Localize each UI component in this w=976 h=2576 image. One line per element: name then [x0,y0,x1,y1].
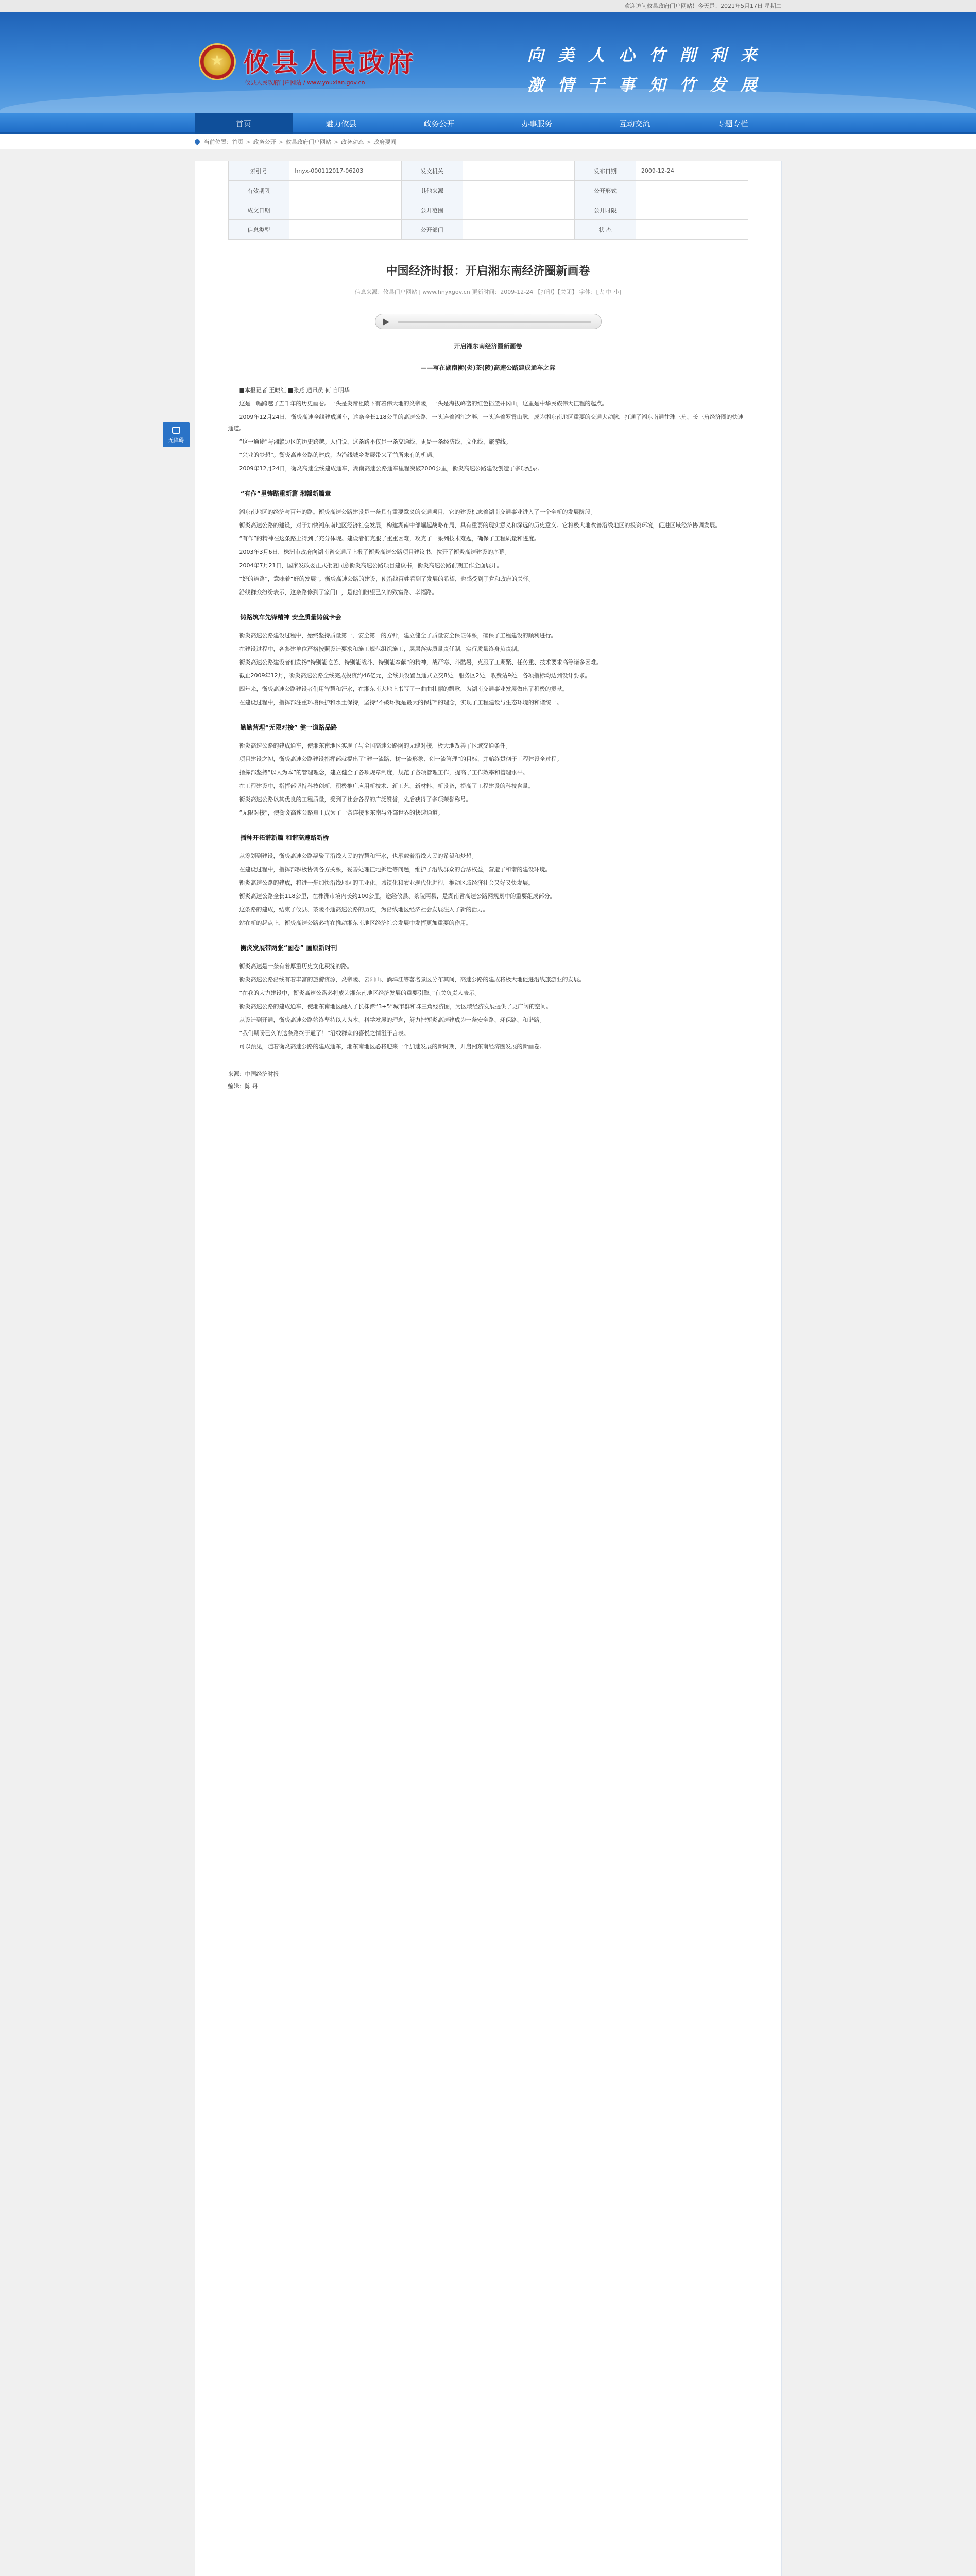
accessibility-label: 无障碍 [168,438,184,444]
meta-row [228,161,748,181]
article-paragraph: 衡炎高速公路的建成，将进一步加快沿线地区的工业化、城镇化和农业现代化进程，推动区域经济社会又好又快发展。 [239,879,534,886]
meta-key: 状 态 [575,220,636,240]
section-heading: 播种开拓谱新篇 和谐高速路新桥 [240,834,329,841]
site-name[interactable]: 攸县人民政府 [243,47,417,78]
meta-value [289,220,402,240]
site-subtitle: 攸县人民政府门户网站 / www.youxian.gov.cn [245,79,365,86]
meta-value [636,200,748,220]
article-paragraph: “这一通途”与湘赣边区的历史跨越。人们说，这条路不仅是一条交通线，更是一条经济线、文化线、旅游线。 [239,438,511,445]
article-paragraph: “在我的大力建设中，衡炎高速公路必将成为湘东南地区经济发展的重要引擎。”有关负责人表示。 [239,990,481,996]
meta-row [228,220,748,240]
article-paragraph: 项目建设之初，衡炎高速公路建设指挥部就提出了“建一流路、树一流形象、创一流管理”的目标，并始终贯彻于工程建设全过程。 [239,756,562,762]
slogan-line-1: 向 美 人 心 竹 削 利 来 [527,45,761,65]
article-paragraph: 衡炎高速公路沿线有着丰富的旅游资源，炎帝陵、云阳山、酒埠江等著名景区分布其间，高速公路的建成将极大地促进沿线旅游业的发展。 [239,976,585,983]
main-nav [0,113,976,134]
article-paragraph: 指挥部坚持“以人为本”的管理理念，建立健全了各项规章制度，规范了各项管理工作，提高了工作效率和管理水平。 [239,769,528,776]
meta-key: 索引号 [228,161,289,181]
content-title: 开启湘东南经济圈新画卷 [454,343,522,350]
article-paragraph: “我们期盼已久的这条路终于通了！”沿线群众的喜悦之情溢于言表。 [239,1030,409,1037]
article-paragraph: 2003年3月6日，株洲市政府向湖南省交通厅上报了衡炎高速公路项目建议书，拉开了衡炎高速建设的序幕。 [239,549,510,555]
article-paragraph: 衡炎高速公路全长118公里，在株洲市境内长约100公里，途经攸县、茶陵两县，是湖南省高速公路网规划中的重要组成部分。 [239,893,556,900]
content-subtitle: ——写在湖南衡(炎)茶(陵)高速公路建成通车之际 [420,364,556,371]
nav-item-interaction[interactable]: 互动交流 [619,119,650,128]
article-paragraph: “好的道路”，意味着“好的发展”。衡炎高速公路的建设，使沿线百姓看到了发展的希望，也感受到了党和政府的关怀。 [239,575,535,582]
meta-value [289,200,402,220]
breadcrumb: 当前位置： 首页 > 政务公开 > 攸县政府门户网站 > 政务动态 > 政府要闻 [195,134,782,149]
meta-key: 公开部门 [401,220,463,240]
article-editor: 编辑：陈 丹 [228,1083,258,1090]
section-heading: “有作”里铸路重新篇 湘赣新篇章 [240,490,331,497]
article-signature [228,1068,748,1093]
meta-value [289,181,402,200]
article-paragraph: 衡炎高速公路以其优良的工程质量，受到了社会各界的广泛赞誉，先后获得了多项荣誉称号。 [239,796,472,803]
meta-key: 发文机关 [401,161,463,181]
meta-key: 成文日期 [228,200,289,220]
audio-progress-track[interactable] [398,321,591,323]
article-paragraph: ■本报记者 王晓红 ■张燕 通讯员 何 自明华 [239,387,350,394]
accessibility-float-button[interactable] [163,422,190,447]
article-paragraph: 在工程建设中，指挥部坚持科技创新，积极推广应用新技术、新工艺、新材料、新设备，提高了工程建设的科技含量。 [239,783,534,789]
section-heading: 勤勤营理“无限对接” 健一道路品路 [240,724,337,731]
article-paragraph: 站在新的起点上，衡炎高速公路必将在推动湘东南地区经济社会发展中发挥更加重要的作用。 [239,920,472,926]
article-paragraph: 衡炎高速公路的建设，对于加快湘东南地区经济社会发展，构建湖南中部崛起战略布局，具有重要的现实意义和深远的历史意义。它将极大地改善沿线地区的投资环境，促进区域经济协调发展。 [239,522,721,529]
nav-item-home[interactable]: 首页 [195,113,293,134]
breadcrumb-prefix: 当前位置： [203,139,232,145]
meta-value [636,220,748,240]
meta-value [636,181,748,200]
meta-value: 2009-12-24 [636,161,748,181]
meta-key: 公开范围 [401,200,463,220]
article-paragraph: 这是一幅跨越了五千年的历史画卷。一头是炎帝祖陵下有着伟大地的炎帝陵，一头是海拔峰峦的红色摇篮井冈山，这里是中华民族伟大征程的起点。 [239,400,608,407]
breadcrumb-strip [0,134,976,149]
breadcrumb-link-news[interactable]: 政府要闻 [373,139,397,145]
meta-key: 信息类型 [228,220,289,240]
article-paragraph: 衡炎高速公路的建成通车，使湘东南地区融入了长株潭“3+5”城市群和珠三角经济圈，为区域经济发展提供了更广阔的空间。 [239,1003,552,1010]
article-title: 中国经济时报：开启湘东南经济圈新画卷 [386,265,590,278]
article-paragraph: 可以预见，随着衡炎高速公路的建成通车，湘东南地区必将迎来一个加速发展的新时期，开启湘东南经济圈发展的新画卷。 [239,1043,545,1050]
article-paragraph: “无限对接”，使衡炎高速公路真正成为了一条连接湘东南与外部世界的快速通道。 [239,809,443,816]
content-panel [195,161,782,2576]
meta-key: 其他来源 [401,181,463,200]
article-paragraph: 湘东南地区的经济与百年的路。衡炎高速公路建设是一条具有重要意义的交通项目，它的建设标志着湖南交通事业进入了一个全新的发展阶段。 [239,509,596,515]
article-paragraph: “有作”的精神在这条路上得到了充分体现。建设者们克服了重重困难，攻克了一系列技术难题，确保了工程质量和进度。 [239,535,540,542]
article-paragraph: 衡炎高速是一条有着厚重历史文化积淀的路。 [239,963,353,970]
nav-item-services[interactable]: 办事服务 [521,119,553,128]
article-paragraph: 2009年12月24日，衡炎高速全线建成通车，湖南高速公路通车里程突破2000公里，衡炎高速公路建设创造了多项纪录。 [239,465,543,472]
meta-row [228,181,748,200]
national-emblem-icon: ★ [199,43,236,80]
article-paragraph: “兴业的梦想”。衡炎高速公路的建成，为沿线城乡发展带来了前所未有的机遇。 [239,452,438,459]
top-bar [0,0,976,12]
article-paragraph: 四年来，衡炎高速公路建设者们用智慧和汗水，在湘东南大地上书写了一曲曲壮丽的凯歌，为湖南交通事业发展做出了积极的贡献。 [239,686,568,692]
article-paragraph: 在建设过程中，指挥部积极协调各方关系，妥善处理征地拆迁等问题，维护了沿线群众的合法权益，营造了和谐的建设环境。 [239,866,551,873]
welcome-text: 欢迎访问攸县政府门户网站！今天是：2021年5月17日 星期二 [624,3,782,9]
meta-value: hnyx-000112017-06203 [289,161,402,181]
article-paragraph: 2004年7月21日，国家发改委正式批复同意衡炎高速公路项目建议书，衡炎高速公路前期工作全面展开。 [239,562,503,569]
document-meta-table [228,161,748,240]
section-heading: 铸路筑车先锋精神 安全质量铸就卡会 [240,614,341,621]
breadcrumb-link-dynamics[interactable]: 政务动态 [341,139,364,145]
breadcrumb-link-gov-open[interactable]: 政务公开 [253,139,276,145]
section-heading: 衡炎发展带两张“画卷” 画原新时刊 [240,944,337,952]
play-icon[interactable] [383,318,389,326]
slogan-line-2: 激 情 干 事 知 竹 发 展 [527,75,761,95]
accessibility-icon [172,427,180,434]
nav-item-topics[interactable]: 专题专栏 [717,119,748,128]
audio-player[interactable] [375,314,602,329]
meta-key: 公开形式 [575,181,636,200]
article-paragraph: 这条路的建成，结束了攸县、茶陵不通高速公路的历史，为沿线地区经济社会发展注入了新的活力。 [239,906,489,913]
meta-value [463,220,575,240]
article-paragraph: 2009年12月24日，衡炎高速全线建成通车，这条全长118公里的高速公路，一头连着湘江之畔，一头连着罗霄山脉，成为湘东南地区重要的交通大动脉，打通了湘东南通往珠三角、长三角经济圈的快速通道。 [228,414,744,432]
location-pin-icon [193,138,200,145]
article-paragraph: 衡炎高速公路建设过程中，始终坚持质量第一、安全第一的方针，建立健全了质量安全保证体系，确保了工程建设的顺利进行。 [239,632,557,639]
meta-key: 公开时限 [575,200,636,220]
article-source: 来源：中国经济时报 [228,1071,279,1077]
article-paragraph: 从筹划到建设，衡炎高速公路凝聚了沿线人民的智慧和汗水，也承载着沿线人民的希望和梦想。 [239,853,477,859]
article-body [228,341,748,1053]
breadcrumb-link-home[interactable]: 首页 [232,139,244,145]
banner-wave-decoration [0,88,976,113]
article-paragraph: 在建设过程中，指挥部注重环境保护和水土保持，坚持“不破坏就是最大的保护”的理念，实现了工程建设与生态环境的和谐统一。 [239,699,562,706]
meta-value [463,161,575,181]
article-paragraph: 从设计到开通，衡炎高速公路始终坚持以人为本、科学发展的理念，努力把衡炎高速建成为一条安全路、环保路、和谐路。 [239,1016,545,1023]
article-paragraph: 衡炎高速公路建设者们发扬“特别能吃苦、特别能战斗、特别能奉献”的精神，战严寒、斗酷暑，克服了工期紧、任务重、技术要求高等诸多困难。 [239,659,602,666]
header-banner [0,12,976,113]
meta-key: 有效期限 [228,181,289,200]
article-paragraph: 在建设过程中，各参建单位严格按照设计要求和施工规范组织施工，层层落实质量责任制，实行质量终身负责制。 [239,646,523,652]
article-paragraph: 截止2009年12月，衡炎高速公路全线完成投资约46亿元，全线共设置互通式立交8处，服务区2处，收费站9处，各项指标均达到设计要求。 [239,672,591,679]
nav-item-charm[interactable]: 魅力攸县 [326,119,357,128]
article-paragraph: 沿线群众纷纷表示，这条路修到了家门口，是他们盼望已久的致富路、幸福路。 [239,589,438,596]
nav-item-gov-open[interactable]: 政务公开 [423,119,455,128]
article-paragraph: 衡炎高速公路的建成通车，使湘东南地区实现了与全国高速公路网的无缝对接，极大地改善了区域交通条件。 [239,742,511,749]
meta-row [228,200,748,220]
meta-value [463,181,575,200]
meta-value [463,200,575,220]
article-info-line: 信息来源：攸县门户网站 | www.hnyxgov.cn 更新时间：2009-12-24 【打印】【关闭】 字体：[大 中 小] [354,289,622,295]
breadcrumb-link-site[interactable]: 攸县政府门户网站 [285,139,331,145]
meta-key: 发布日期 [575,161,636,181]
